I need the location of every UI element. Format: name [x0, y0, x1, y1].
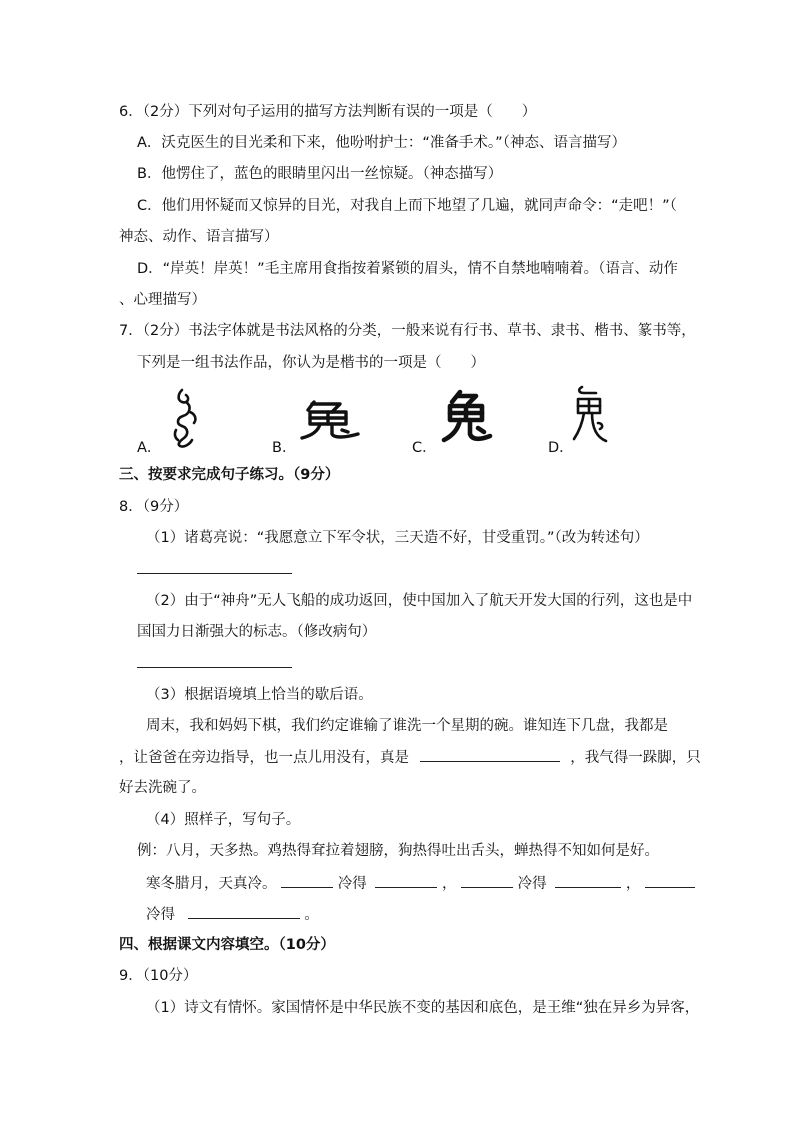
q8-part4-task-line1: [146, 873, 695, 894]
q8-part4-task-prefix: 寒冬腊月，天真冷。: [146, 876, 277, 892]
q8-part1: （1）诸葛亮说：“我愿意立下军令状，三天造不好，甘受重罚。”（改为转述句）: [146, 530, 649, 546]
q6-option-d-line2: 、心理描写）: [119, 292, 206, 308]
q7-option-c-label: C．: [412, 440, 437, 456]
q8-part4-blank-6[interactable]: [188, 904, 300, 919]
q8-part4-blank-5[interactable]: [645, 873, 695, 888]
q8-part4-comma-2: ，: [625, 876, 641, 892]
q8-part4-comma-1: ，: [441, 876, 457, 892]
q8-part2-answer-line[interactable]: [137, 667, 292, 668]
q8-part4-period: 。: [304, 907, 319, 923]
q8-part3-passage-line2: [119, 747, 701, 768]
q7-option-b-label: B．: [272, 440, 297, 456]
clerical-script-tu-icon: [298, 396, 360, 444]
q8-part1-answer-line[interactable]: [137, 573, 292, 574]
q8-part4-blank-4[interactable]: [555, 873, 621, 888]
q8-part4-task-line2: [146, 904, 319, 925]
q9-stem: 9．（10分）: [119, 968, 198, 984]
q8-stem: 8．（9分）: [119, 499, 189, 515]
q9-part1: （1）诗文有情怀。家国情怀是中华民族不变的基因和底色，是王维“独在异乡为异客，: [146, 1000, 700, 1016]
q8-part3-passage-line1: 周末，我和妈妈下棋，我们约定谁输了谁洗一个星期的碗。谁知连下几盘，我都是: [146, 718, 668, 734]
q6-option-a: A．沃克医生的目光柔和下来，他吩咐护士：“准备手术。”（神态、语言描写）: [137, 135, 626, 151]
q8-part2-line2: 国国力日渐强大的标志。（修改病句）: [137, 624, 377, 640]
section-3-title: 三、按要求完成句子练习。（9分）: [119, 467, 340, 483]
q6-option-d-line1: D．“岸英！岸英！”毛主席用食指按着紧锁的眉头，情不自禁地喃喃着。（语言、动作: [137, 261, 678, 277]
q8-part4-cold-2: 冷得: [517, 876, 547, 892]
q8-part3-heading: （3）根据语境填上恰当的歇后语。: [146, 687, 373, 703]
q8-part4-cold-3: 冷得: [146, 907, 175, 923]
q7-stem-line1: 7．（2分）书法字体就是书法风格的分类，一般来说有行书、草书、隶书、楷书、篆书等，: [119, 323, 696, 339]
q6-option-c-line1: C．他们用怀疑而又惊异的目光，对我自上而下地望了几遍，就同声命令：“走吧！”（: [137, 198, 677, 214]
q8-part3-text-after-blank: ，我气得一跺脚，只: [570, 750, 701, 766]
q8-part4-heading: （4）照样子，写句子。: [146, 812, 301, 828]
q8-part2-line1: （2）由于“神舟”无人飞船的成功返回，使中国加入了航天开发大国的行列，这也是中: [146, 593, 693, 609]
seal-script-tu-variant-icon: [570, 383, 610, 445]
q8-part4-blank-2[interactable]: [375, 873, 437, 888]
q8-part3-blank[interactable]: [420, 747, 560, 762]
q8-part3-text-before-blank: ，让爸爸在旁边指导，也一点儿用没有，真是: [119, 750, 409, 766]
q8-part4-cold-1: 冷得: [337, 876, 367, 892]
q7-option-a-label: A．: [137, 440, 162, 456]
q7-option-d-label: D．: [548, 440, 574, 456]
regular-script-tu-icon: [440, 388, 494, 446]
q8-part4-blank-1[interactable]: [281, 873, 333, 888]
q6-option-b: B．他愣住了，蓝色的眼睛里闪出一丝惊疑。（神态描写）: [137, 166, 503, 182]
q6-option-c-line2: 神态、动作、语言描写）: [119, 229, 279, 245]
section-4-title: 四、根据课文内容填空。（10分）: [119, 937, 335, 953]
q8-part3-passage-line3: 好去洗碗了。: [119, 780, 206, 796]
q6-stem: 6．（2分）下列对句子运用的描写方法判断有误的一项是（ ）: [119, 104, 537, 120]
q7-stem-line2: 下列是一组书法作品，你认为是楷书的一项是（ ）: [137, 355, 485, 371]
q8-part4-example: 例：八月，天多热。鸡热得耷拉着翅膀，狗热得吐出舌头，蝉热得不知如何是好。: [137, 843, 659, 859]
q8-part4-blank-3[interactable]: [461, 873, 513, 888]
seal-script-tu-icon: [168, 386, 202, 448]
